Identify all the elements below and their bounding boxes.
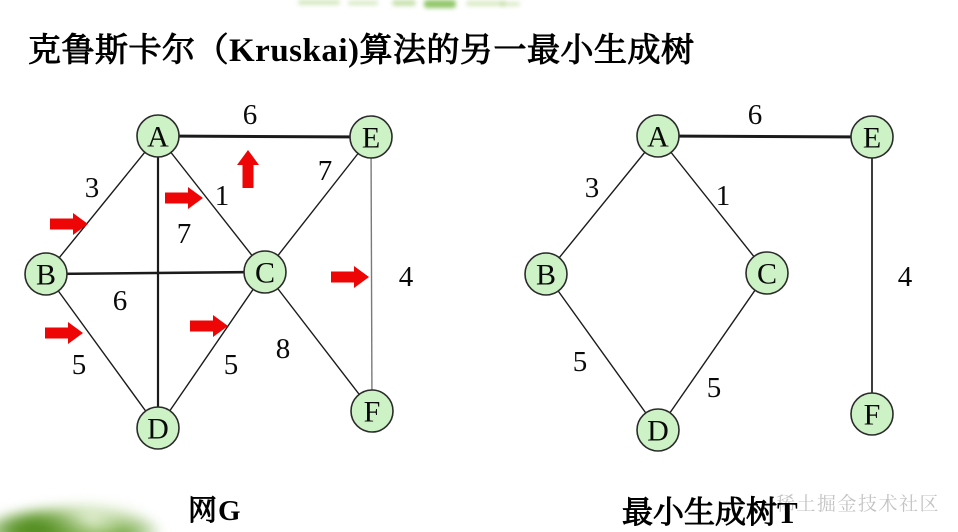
node-label-mst-t-B: B bbox=[535, 258, 557, 292]
edge-mst-t-AB bbox=[546, 136, 658, 274]
edge-weight-network-g-AD: 7 bbox=[176, 218, 192, 250]
edge-weight-network-g-AE: 6 bbox=[242, 99, 258, 131]
edge-network-g-EF bbox=[371, 137, 372, 411]
selection-arrow-up-2 bbox=[237, 150, 259, 188]
caption-network-g: 网G bbox=[188, 495, 242, 527]
node-label-network-g-E: E bbox=[361, 121, 381, 155]
node-label-network-g-D: D bbox=[147, 412, 169, 446]
edge-mst-t-BD bbox=[546, 274, 658, 430]
selection-arrow-right-1 bbox=[165, 187, 203, 209]
edge-weight-mst-t-CD: 5 bbox=[706, 372, 722, 404]
edge-weight-network-g-AB: 3 bbox=[84, 172, 100, 204]
edge-network-g-BD bbox=[46, 274, 158, 428]
edge-weight-network-g-CF: 8 bbox=[275, 333, 291, 365]
edge-weight-network-g-CE: 7 bbox=[317, 155, 333, 187]
node-label-mst-t-D: D bbox=[647, 414, 669, 448]
caption-mst-t: 最小生成树T bbox=[622, 495, 798, 530]
edge-network-g-AB bbox=[46, 136, 158, 274]
node-label-mst-t-C: C bbox=[756, 257, 778, 291]
edge-weight-network-g-CD: 5 bbox=[223, 349, 239, 381]
edge-weight-mst-t-AE: 6 bbox=[747, 99, 763, 131]
node-label-network-g-A: A bbox=[147, 120, 169, 154]
node-label-network-g-C: C bbox=[254, 256, 276, 290]
node-label-network-g-F: F bbox=[363, 395, 381, 429]
edge-mst-t-AC bbox=[658, 136, 767, 273]
edge-weight-mst-t-BD: 5 bbox=[572, 346, 588, 378]
edge-weight-mst-t-AC: 1 bbox=[715, 180, 731, 212]
edge-network-g-CD bbox=[158, 272, 265, 428]
node-label-mst-t-F: F bbox=[863, 398, 881, 432]
node-label-mst-t-E: E bbox=[862, 121, 882, 155]
edge-weight-network-g-BD: 5 bbox=[71, 349, 87, 381]
edge-network-g-BC bbox=[46, 272, 265, 274]
edge-weight-network-g-AC: 1 bbox=[214, 180, 230, 212]
edge-weight-network-g-BC: 6 bbox=[112, 285, 128, 317]
node-label-mst-t-A: A bbox=[647, 120, 669, 154]
slide-title: 克鲁斯卡尔（Kruskai)算法的另一最小生成树 bbox=[28, 33, 695, 69]
selection-arrow-right-0 bbox=[50, 213, 88, 235]
edge-mst-t-AE bbox=[658, 136, 872, 137]
node-label-network-g-B: B bbox=[35, 258, 57, 292]
edge-weight-mst-t-EF: 4 bbox=[897, 261, 913, 293]
selection-arrow-right-5 bbox=[331, 266, 369, 288]
edge-weight-network-g-EF: 4 bbox=[398, 261, 414, 293]
edge-network-g-AE bbox=[158, 136, 371, 137]
selection-arrow-right-3 bbox=[45, 322, 83, 344]
watermark: 稀土掘金技术社区 bbox=[776, 494, 941, 515]
edge-mst-t-CD bbox=[658, 273, 767, 430]
edge-weight-mst-t-AB: 3 bbox=[584, 172, 600, 204]
